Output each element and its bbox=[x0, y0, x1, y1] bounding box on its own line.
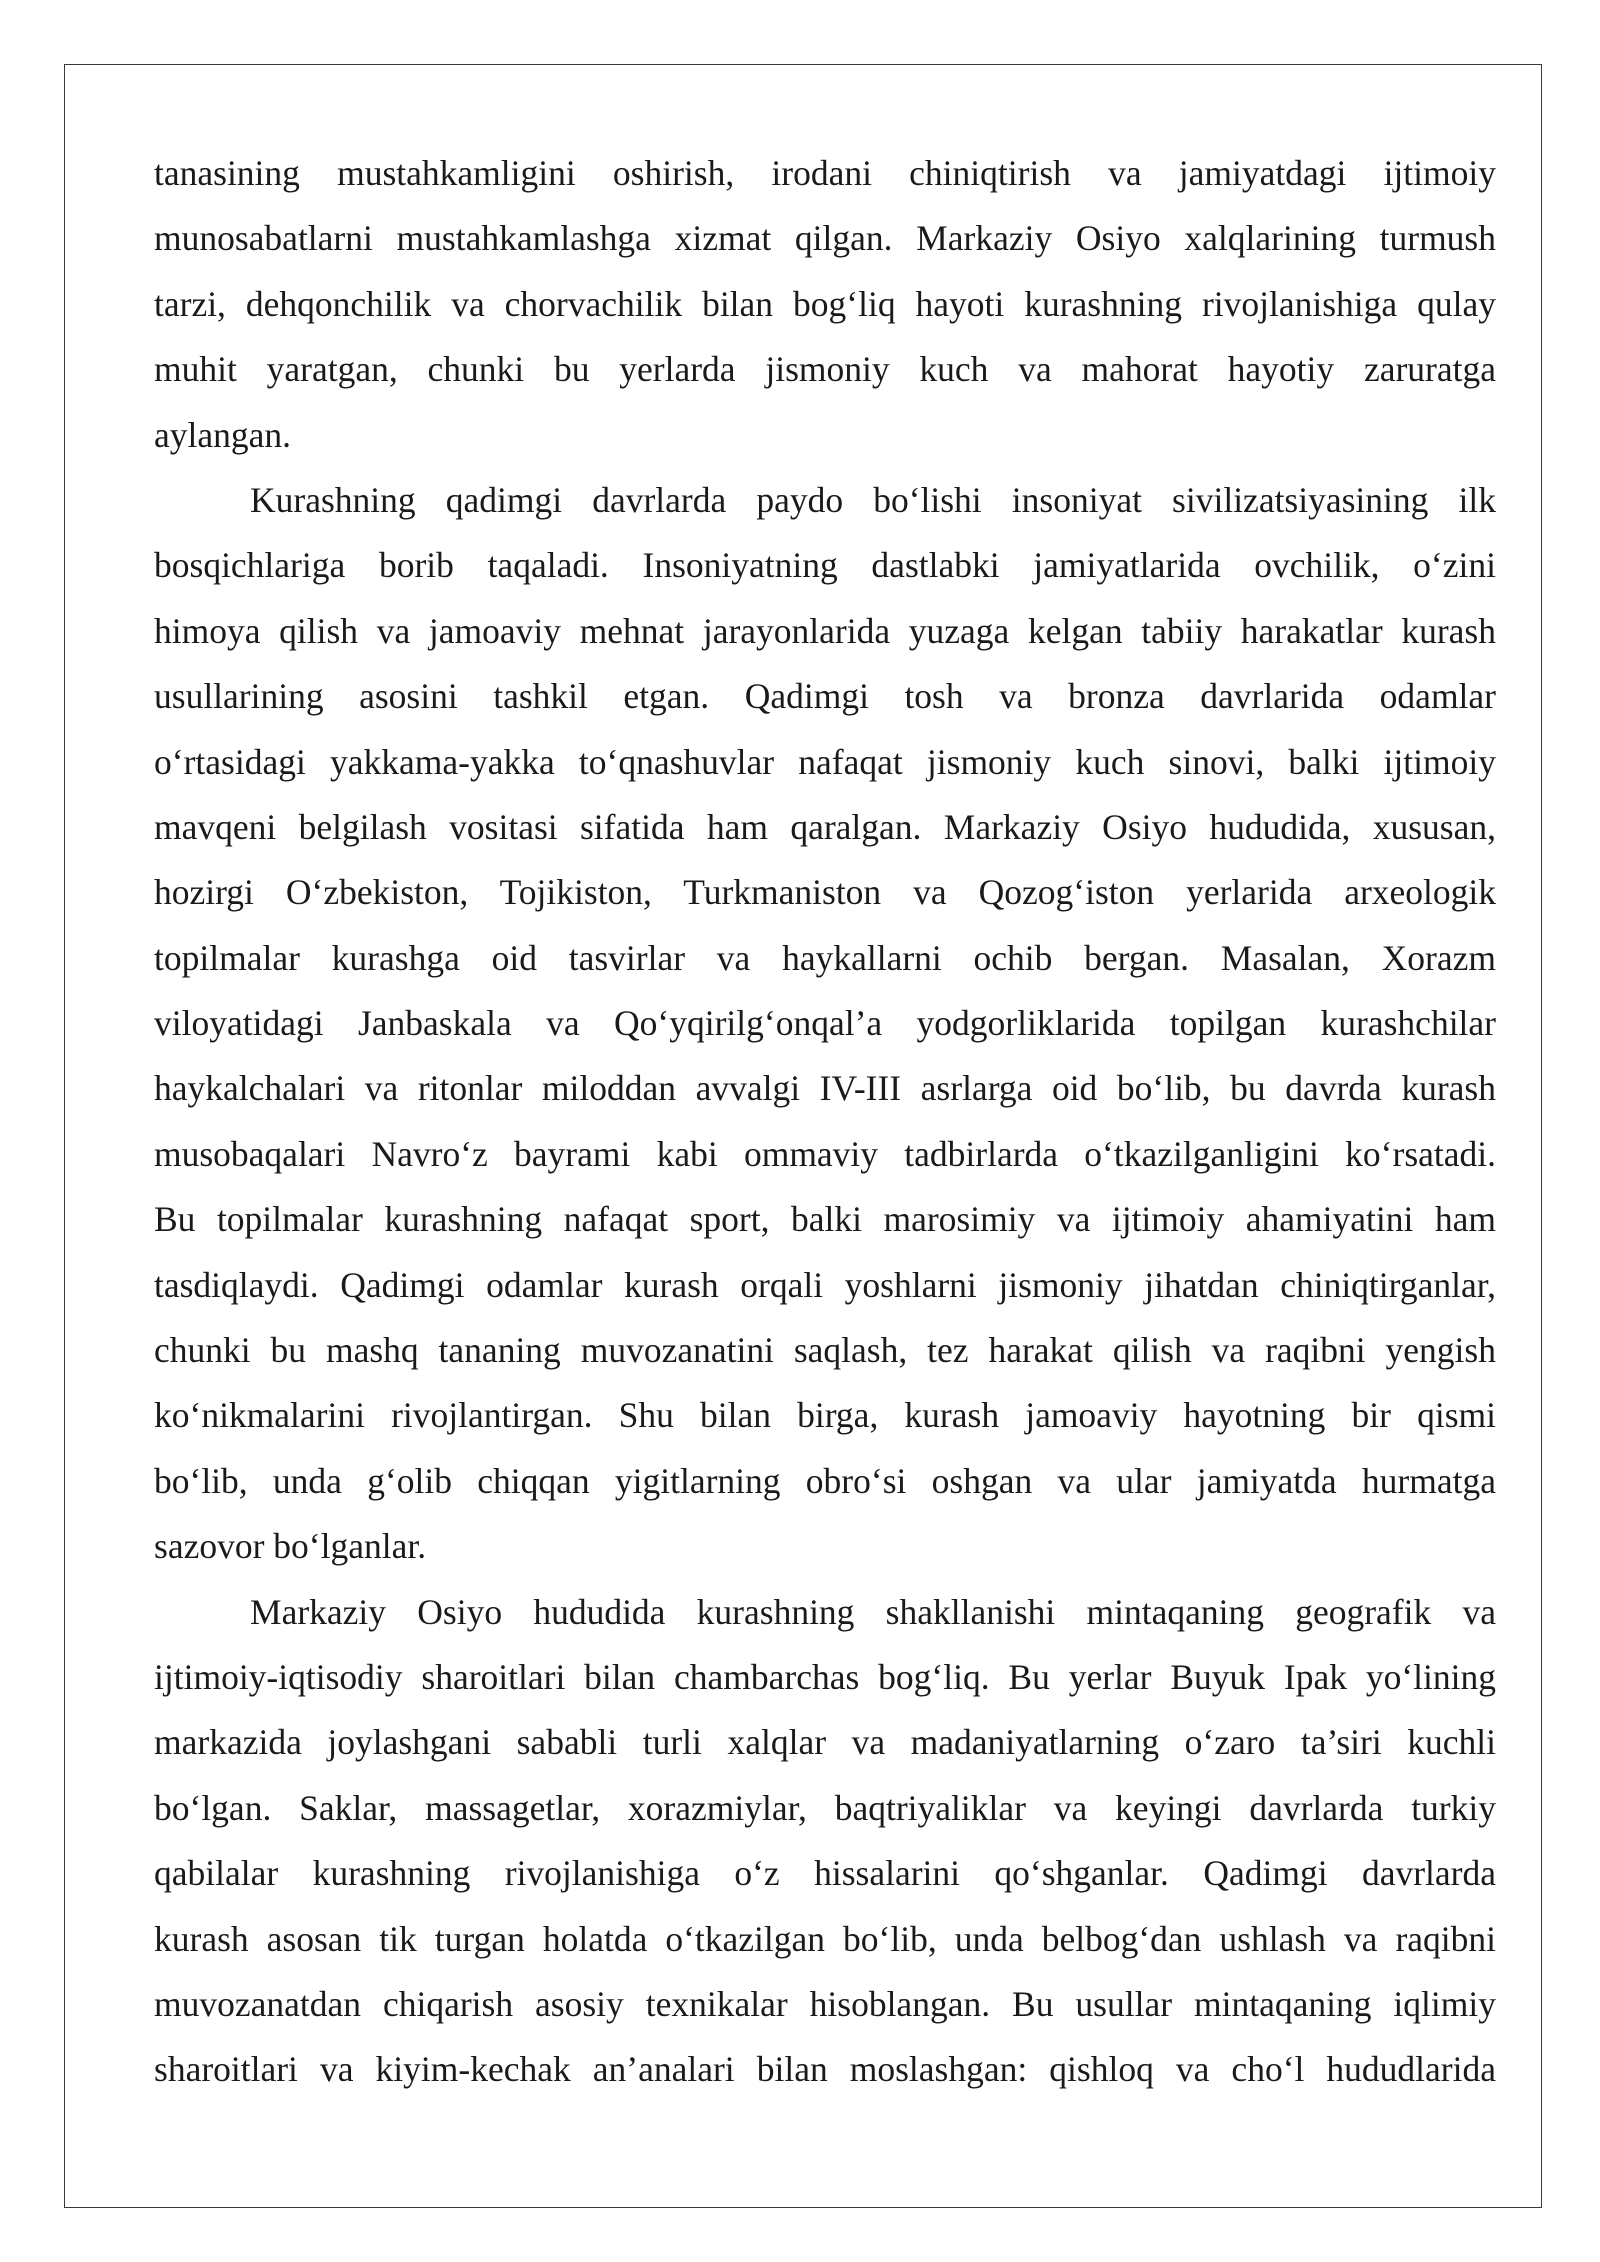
text-line: muhit yaratgan, chunki bu yerlarda jismoniy kuch va mahorat hayotiy zaruratga bbox=[154, 349, 1496, 390]
text-line: markazida joylashgani sababli turli xalqlar va madaniyatlarning o‘zaro ta’siri kuchli bbox=[154, 1722, 1496, 1763]
text-line: o‘rtasidagi yakkama-yakka to‘qnashuvlar nafaqat jismoniy kuch sinovi, balki ijtimoiy bbox=[154, 741, 1496, 782]
paragraph-3 bbox=[154, 1580, 1496, 2103]
text-line: topilmalar kurashga oid tasvirlar va haykallarni ochib bergan. Masalan, Xorazm bbox=[154, 937, 1496, 978]
text-line: ijtimoiy-iqtisodiy sharoitlari bilan chambarchas bog‘liq. Bu yerlar Buyuk Ipak yo‘lining bbox=[154, 1656, 1496, 1697]
text-line: tarzi, dehqonchilik va chorvachilik bilan bog‘liq hayoti kurashning rivojlanishiga qulay bbox=[154, 283, 1496, 324]
text-line: Markaziy Osiyo hududida kurashning shakllanishi mintaqaning geografik va bbox=[250, 1591, 1496, 1632]
text-line: mavqeni belgilash vositasi sifatida ham qaralgan. Markaziy Osiyo hududida, xususan, bbox=[154, 806, 1496, 847]
text-line: sharoitlari va kiyim-kechak an’analari bilan moslashgan: qishloq va cho‘l hududlarida bbox=[154, 2049, 1496, 2090]
paragraph-1 bbox=[154, 141, 1496, 468]
text-line: chunki bu mashq tananing muvozanatini saqlash, tez harakat qilish va raqibni yengish bbox=[154, 1330, 1496, 1371]
text-line: usullarining asosini tashkil etgan. Qadimgi tosh va bronza davrlarida odamlar bbox=[154, 676, 1496, 717]
text-line: sazovor bo‘lganlar. bbox=[154, 1526, 427, 1567]
text-line: qabilalar kurashning rivojlanishiga o‘z hissalarini qo‘shganlar. Qadimgi davrlarda bbox=[154, 1853, 1496, 1894]
text-line: muvozanatdan chiqarish asosiy texnikalar hisoblangan. Bu usullar mintaqaning iqlimiy bbox=[154, 1983, 1496, 2024]
text-line: himoya qilish va jamoaviy mehnat jarayonlarida yuzaga kelgan tabiiy harakatlar kurash bbox=[154, 610, 1496, 651]
text-line: bo‘lgan. Saklar, massagetlar, xorazmiylar, baqtriyaliklar va keyingi davrlarda turkiy bbox=[154, 1787, 1496, 1828]
text-line: ko‘nikmalarini rivojlantirgan. Shu bilan birga, kurash jamoaviy hayotning bir qismi bbox=[154, 1395, 1496, 1436]
paragraph-2 bbox=[154, 468, 1496, 1580]
text-line: aylangan. bbox=[154, 414, 292, 455]
text-line: Kurashning qadimgi davrlarda paydo bo‘lishi insoniyat sivilizatsiyasining ilk bbox=[250, 479, 1496, 520]
text-line: kurash asosan tik turgan holatda o‘tkazilgan bo‘lib, unda belbog‘dan ushlash va raqibni bbox=[154, 1918, 1496, 1959]
text-line: bo‘lib, unda g‘olib chiqqan yigitlarning obro‘si oshgan va ular jamiyatda hurmatga bbox=[154, 1460, 1496, 1501]
text-line: munosabatlarni mustahkamlashga xizmat qilgan. Markaziy Osiyo xalqlarining turmush bbox=[154, 218, 1496, 259]
text-line: Bu topilmalar kurashning nafaqat sport, balki marosimiy va ijtimoiy ahamiyatini ham bbox=[154, 1199, 1496, 1240]
document-body bbox=[154, 141, 1496, 2103]
text-line: tanasining mustahkamligini oshirish, irodani chiniqtirish va jamiyatdagi ijtimoiy bbox=[154, 153, 1496, 193]
text-line: viloyatidagi Janbaskala va Qo‘yqirilg‘onqal’a yodgorliklarida topilgan kurashchilar bbox=[154, 1003, 1496, 1044]
text-line: tasdiqlaydi. Qadimgi odamlar kurash orqali yoshlarni jismoniy jihatdan chiniqtirganlar, bbox=[154, 1264, 1496, 1305]
text-line: musobaqalari Navro‘z bayrami kabi ommaviy tadbirlarda o‘tkazilganligini ko‘rsatadi. bbox=[154, 1133, 1496, 1174]
text-line: bosqichlariga borib taqaladi. Insoniyatning dastlabki jamiyatlarida ovchilik, o‘zini bbox=[154, 545, 1496, 586]
text-line: haykalchalari va ritonlar miloddan avvalgi IV-III asrlarga oid bo‘lib, bu davrda kurash bbox=[154, 1068, 1496, 1109]
text-line: hozirgi O‘zbekiston, Tojikiston, Turkmaniston va Qozog‘iston yerlarida arxeologik bbox=[154, 872, 1496, 913]
